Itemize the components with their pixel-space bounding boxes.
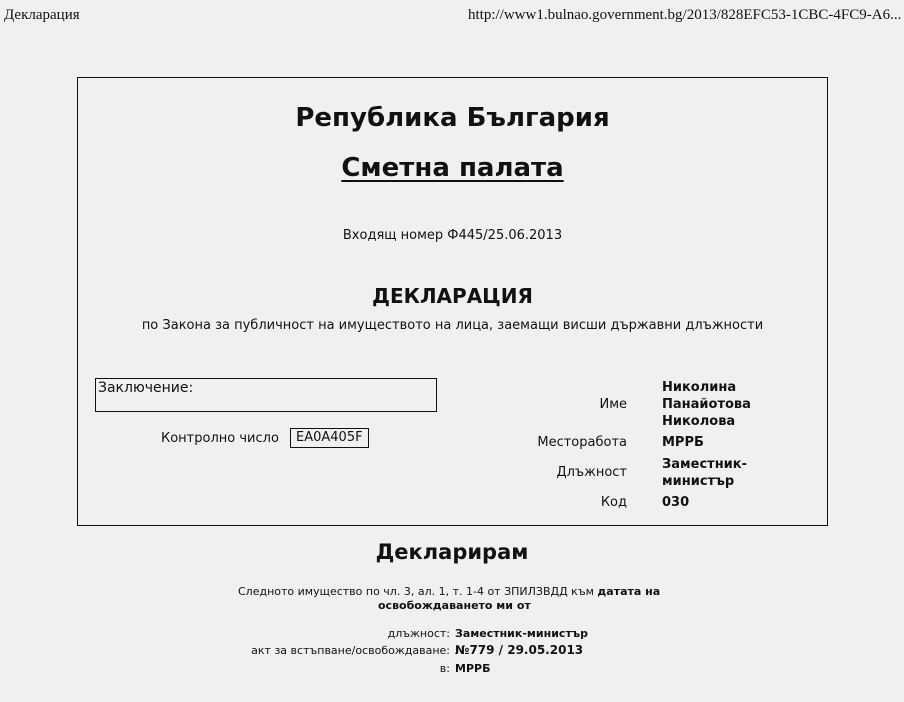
release-institution-label: в: — [439, 662, 450, 675]
position-line-2: министър — [662, 474, 735, 489]
conclusion-label: Заключение: — [98, 380, 194, 396]
position-line-1: Заместник- — [662, 457, 748, 472]
assets-statement-regular: Следното имущество по чл. 3, ал. 1, т. 1-4 от ЗПИЛЗВДД към — [238, 585, 594, 598]
page-header-url: http://www1.bulnao.government.bg/2013/828EFC53-1CBC-4FC9-A6... — [468, 7, 902, 23]
release-position-value: Заместник-министър — [455, 627, 588, 640]
country-title: Република България — [295, 103, 610, 133]
release-act-label: акт за встъпване/освобождаване: — [251, 644, 450, 657]
name-line-2: Панайотова — [662, 397, 751, 412]
page-header-title: Декларация — [4, 7, 80, 23]
workplace-value: МРРБ — [662, 435, 704, 450]
release-institution-value: МРРБ — [455, 662, 491, 675]
declaration-form-frame — [77, 77, 828, 526]
name-line-3: Николова — [662, 414, 736, 429]
workplace-label: Месторабота — [537, 435, 627, 450]
name-line-1: Николина — [662, 380, 737, 395]
conclusion-box — [95, 378, 437, 412]
position-label: Длъжност — [556, 465, 627, 480]
code-label: Код — [600, 495, 627, 510]
release-position-label: длъжност: — [387, 627, 450, 640]
incoming-number: Входящ номер Ф445/25.06.2013 — [342, 228, 563, 243]
assets-statement-line-1 — [238, 585, 660, 598]
assets-statement-bold: датата на — [597, 585, 661, 598]
name-label: Име — [599, 397, 627, 412]
code-value: 030 — [662, 495, 690, 510]
assets-statement-line-2: освобождаването ми от — [378, 599, 531, 612]
control-number-value: EA0A405F — [290, 428, 369, 448]
institution-title — [78, 153, 827, 183]
law-subheading: по Закона за публичност на имуществото на лица, заемащи висши държавни длъжности — [141, 318, 764, 333]
institution-title-text: Сметна палата — [341, 153, 564, 183]
declaration-heading: ДЕКЛАРАЦИЯ — [372, 284, 533, 308]
declare-title: Декларирам — [375, 540, 529, 564]
control-number-label: Контролно число — [161, 431, 279, 446]
release-act-value: №779 / 29.05.2013 — [455, 643, 584, 657]
